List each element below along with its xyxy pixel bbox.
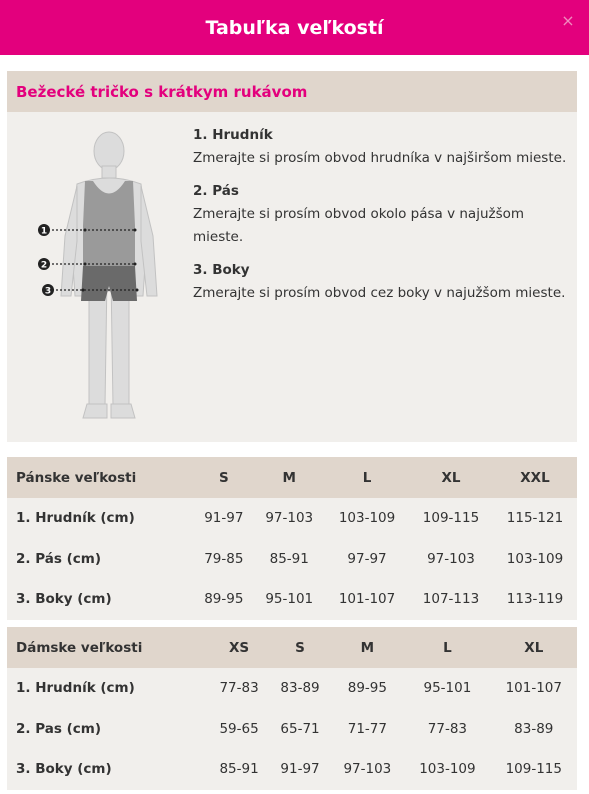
table-cell: 101-107 <box>505 680 562 697</box>
table-row <box>7 539 577 580</box>
instruction-text: Zmerajte si prosím obvod hrudníka v najširšom mieste. <box>193 150 567 166</box>
table-cell: 107-113 <box>422 591 480 608</box>
svg-text:2: 2 <box>40 260 48 271</box>
table-cell: 89-95 <box>347 680 387 697</box>
table-cell: 113-119 <box>506 591 564 608</box>
table-cell: 79-85 <box>204 550 244 567</box>
table-cell: 115-121 <box>506 510 564 527</box>
marker-chest <box>38 224 50 237</box>
table-cell: 97-103 <box>343 761 392 778</box>
table-cell: 109-115 <box>505 761 562 778</box>
instruction-text: Zmerajte si prosím obvod cez boky v najužšom mieste. <box>193 285 566 301</box>
table-cell: 77-83 <box>427 720 468 737</box>
table-cell: 103-109 <box>506 550 564 567</box>
column-header: S <box>270 627 331 668</box>
table-row <box>7 579 577 620</box>
column-header: XL <box>491 627 577 668</box>
instruction-text: Zmerajte si prosím obvod okolo pása v najužšom mieste. <box>193 206 525 245</box>
column-header: XS <box>209 627 270 668</box>
row-label: 2. Pas (cm) <box>16 720 102 737</box>
column-header: L <box>404 627 490 668</box>
instruction-waist <box>193 179 573 249</box>
table-header-row <box>7 457 577 498</box>
close-icon[interactable]: × <box>561 11 575 30</box>
marker-hips <box>42 284 54 297</box>
instruction-title: 3. Boky <box>193 262 250 278</box>
row-label: 3. Boky (cm) <box>16 591 112 608</box>
table-row <box>7 709 577 750</box>
table-cell: 77-83 <box>219 680 259 697</box>
modal-title: Tabuľka veľkostí <box>205 16 384 39</box>
table-cell: 103-109 <box>338 510 396 527</box>
instruction-title: 1. Hrudník <box>193 127 273 143</box>
marker-waist <box>38 258 50 271</box>
table-row <box>7 668 577 709</box>
modal-header <box>0 0 589 55</box>
table-cell: 101-107 <box>338 591 396 608</box>
table-cell: 83-89 <box>514 720 554 737</box>
table-cell: 109-115 <box>422 510 480 527</box>
column-header: M <box>331 627 405 668</box>
instruction-title: 2. Pás <box>193 183 239 199</box>
body-figure <box>27 126 167 426</box>
table-cell: 85-91 <box>219 761 259 778</box>
table-cell: 95-101 <box>423 680 472 697</box>
table-cell: 85-91 <box>269 550 309 567</box>
table-cell: 97-97 <box>347 550 387 567</box>
men-size-table <box>7 457 577 620</box>
column-header: L <box>325 457 409 498</box>
instruction-hips <box>193 258 573 305</box>
table-cell: 95-101 <box>265 591 314 608</box>
svg-text:1: 1 <box>40 226 48 237</box>
column-header: S <box>194 457 253 498</box>
table-row <box>7 749 577 790</box>
product-header <box>7 71 577 112</box>
table-cell: 89-95 <box>204 591 244 608</box>
product-title: Bežecké tričko s krátkym rukávom <box>16 82 308 101</box>
column-header: Dámske veľkosti <box>7 627 209 668</box>
table-cell: 103-109 <box>419 761 476 778</box>
measure-instructions <box>193 123 573 314</box>
women-size-table <box>7 627 577 790</box>
svg-text:3: 3 <box>44 286 52 297</box>
table-cell: 97-103 <box>265 510 314 527</box>
row-label: 1. Hrudník (cm) <box>16 680 135 697</box>
table-cell: 59-65 <box>219 720 259 737</box>
row-label: 3. Boky (cm) <box>16 761 112 778</box>
table-cell: 97-103 <box>427 550 475 567</box>
table-cell: 91-97 <box>204 510 244 527</box>
instruction-chest <box>193 123 573 170</box>
table-cell: 65-71 <box>280 720 320 737</box>
table-cell: 91-97 <box>280 761 320 778</box>
column-header: Pánske veľkosti <box>7 457 194 498</box>
table-row <box>7 498 577 539</box>
product-section <box>7 71 577 442</box>
column-header: XXL <box>493 457 577 498</box>
table-header-row <box>7 627 577 668</box>
table-cell: 71-77 <box>347 720 387 737</box>
row-label: 1. Hrudník (cm) <box>16 510 135 527</box>
column-header: M <box>253 457 325 498</box>
table-cell: 83-89 <box>280 680 320 697</box>
row-label: 2. Pás (cm) <box>16 550 102 567</box>
column-header: XL <box>409 457 493 498</box>
body-figure-illustration <box>27 126 167 426</box>
